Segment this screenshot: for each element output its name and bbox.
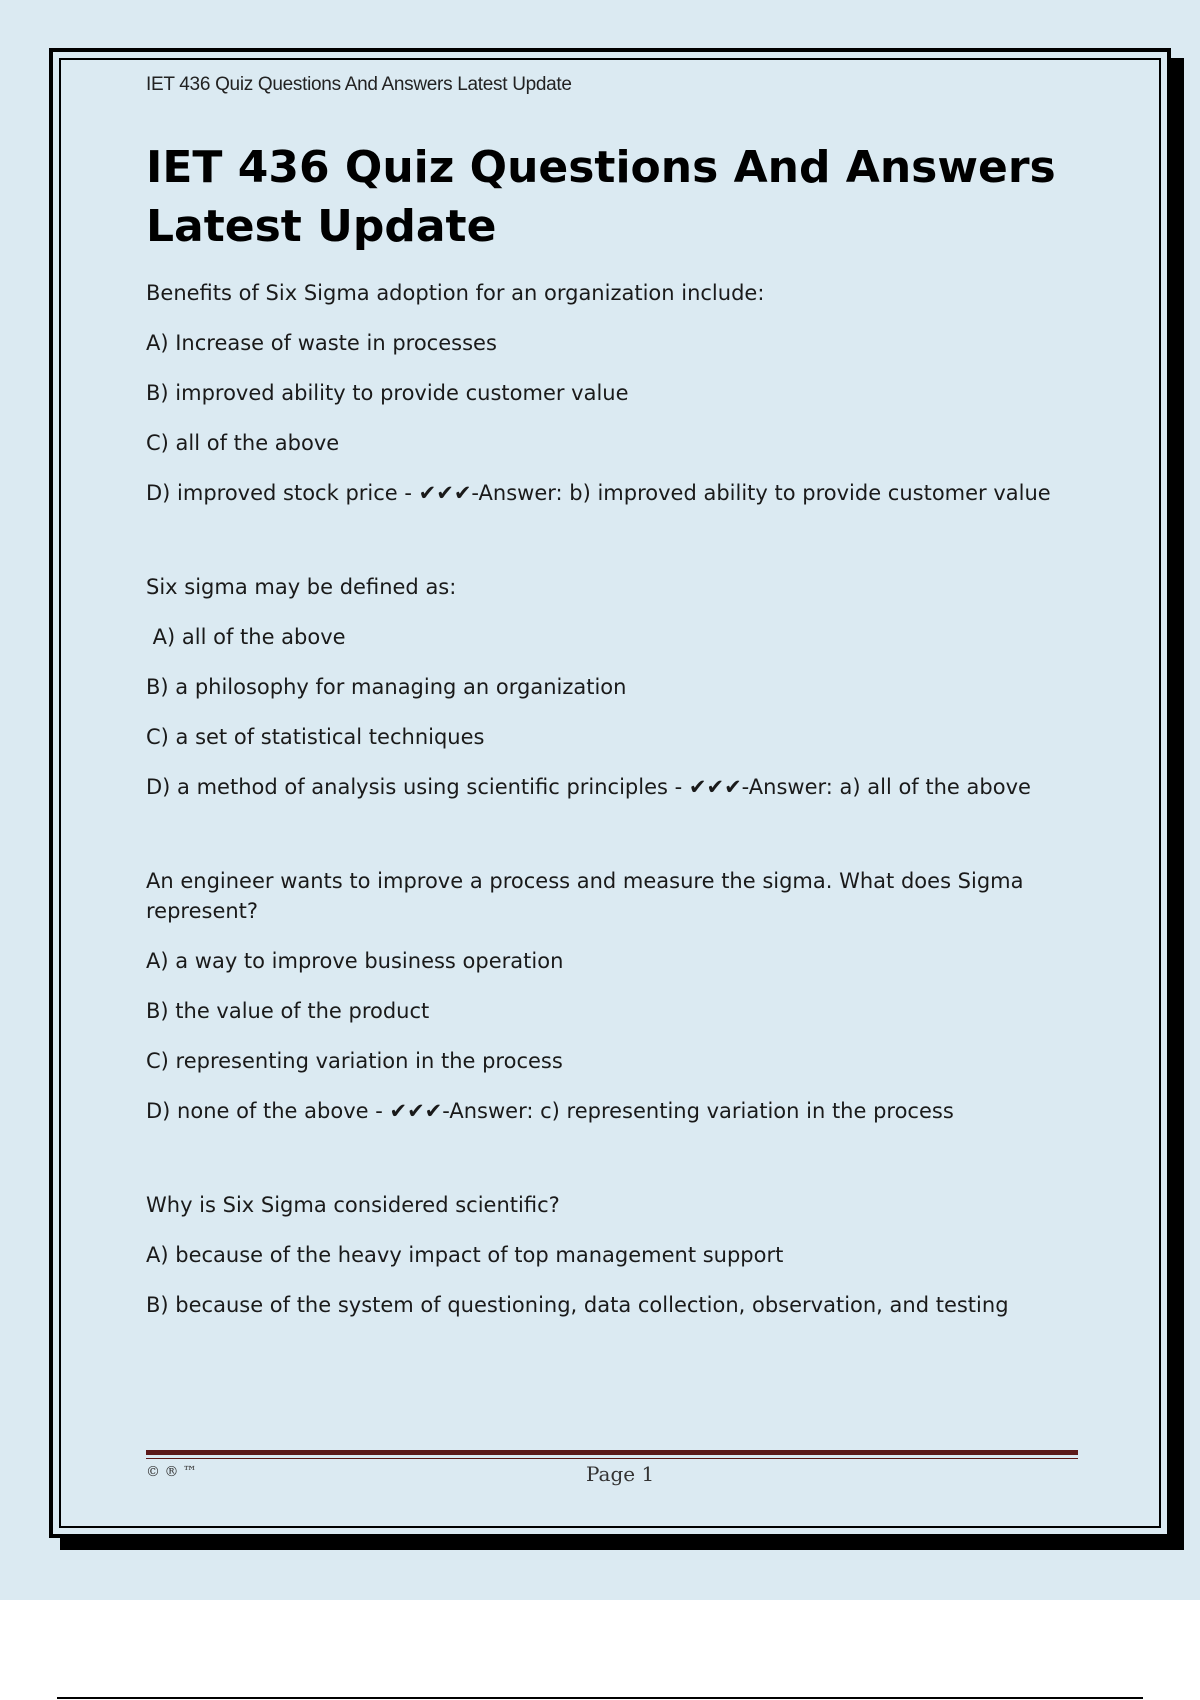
option-d-with-answer: D) a method of analysis using scientific principles - ✔✔✔-Answer: a) all of the above <box>146 775 1031 799</box>
option-b: B) the value of the product <box>146 999 430 1023</box>
running-header: IET 436 Quiz Questions And Answers Latest Update <box>146 74 572 95</box>
question-text: Six sigma may be defined as: <box>146 575 457 599</box>
footer-rule <box>146 1450 1078 1455</box>
page-footer <box>146 1450 1078 1490</box>
footer-rule-thin <box>146 1458 1078 1459</box>
option-b: B) a philosophy for managing an organization <box>146 675 627 699</box>
option-a: A) a way to improve business operation <box>146 949 564 973</box>
document-title: IET 436 Quiz Questions And Answers Latest Update <box>146 142 1056 252</box>
question-block-3 <box>146 866 1078 1126</box>
option-c: C) representing variation in the process <box>146 1049 563 1073</box>
option-c: C) a set of statistical techniques <box>146 725 485 749</box>
question-block-4 <box>146 1190 1078 1320</box>
page-content <box>146 72 1078 1320</box>
question-text: Why is Six Sigma considered scientific? <box>146 1193 560 1217</box>
question-block-2 <box>146 572 1078 802</box>
option-a: A) all of the above <box>146 625 346 649</box>
footer-symbols: © ® ™ <box>146 1464 197 1480</box>
option-a: A) because of the heavy impact of top management support <box>146 1243 784 1267</box>
option-d-with-answer: D) none of the above - ✔✔✔-Answer: c) representing variation in the process <box>146 1099 954 1123</box>
next-page-rule <box>57 1697 1143 1699</box>
option-b: B) improved ability to provide customer value <box>146 381 629 405</box>
option-c: C) all of the above <box>146 431 340 455</box>
option-d-with-answer: D) improved stock price - ✔✔✔-Answer: b) improved ability to provide customer value <box>146 481 1051 505</box>
option-b: B) because of the system of questioning, data collection, observation, and testing <box>146 1293 1009 1317</box>
question-text: Benefits of Six Sigma adoption for an organization include: <box>146 281 765 305</box>
page-number: Page 1 <box>586 1462 655 1486</box>
question-text: An engineer wants to improve a process and measure the sigma. What does Sigma represent? <box>146 869 1024 923</box>
question-block-1 <box>146 278 1078 508</box>
option-a: A) Increase of waste in processes <box>146 331 497 355</box>
